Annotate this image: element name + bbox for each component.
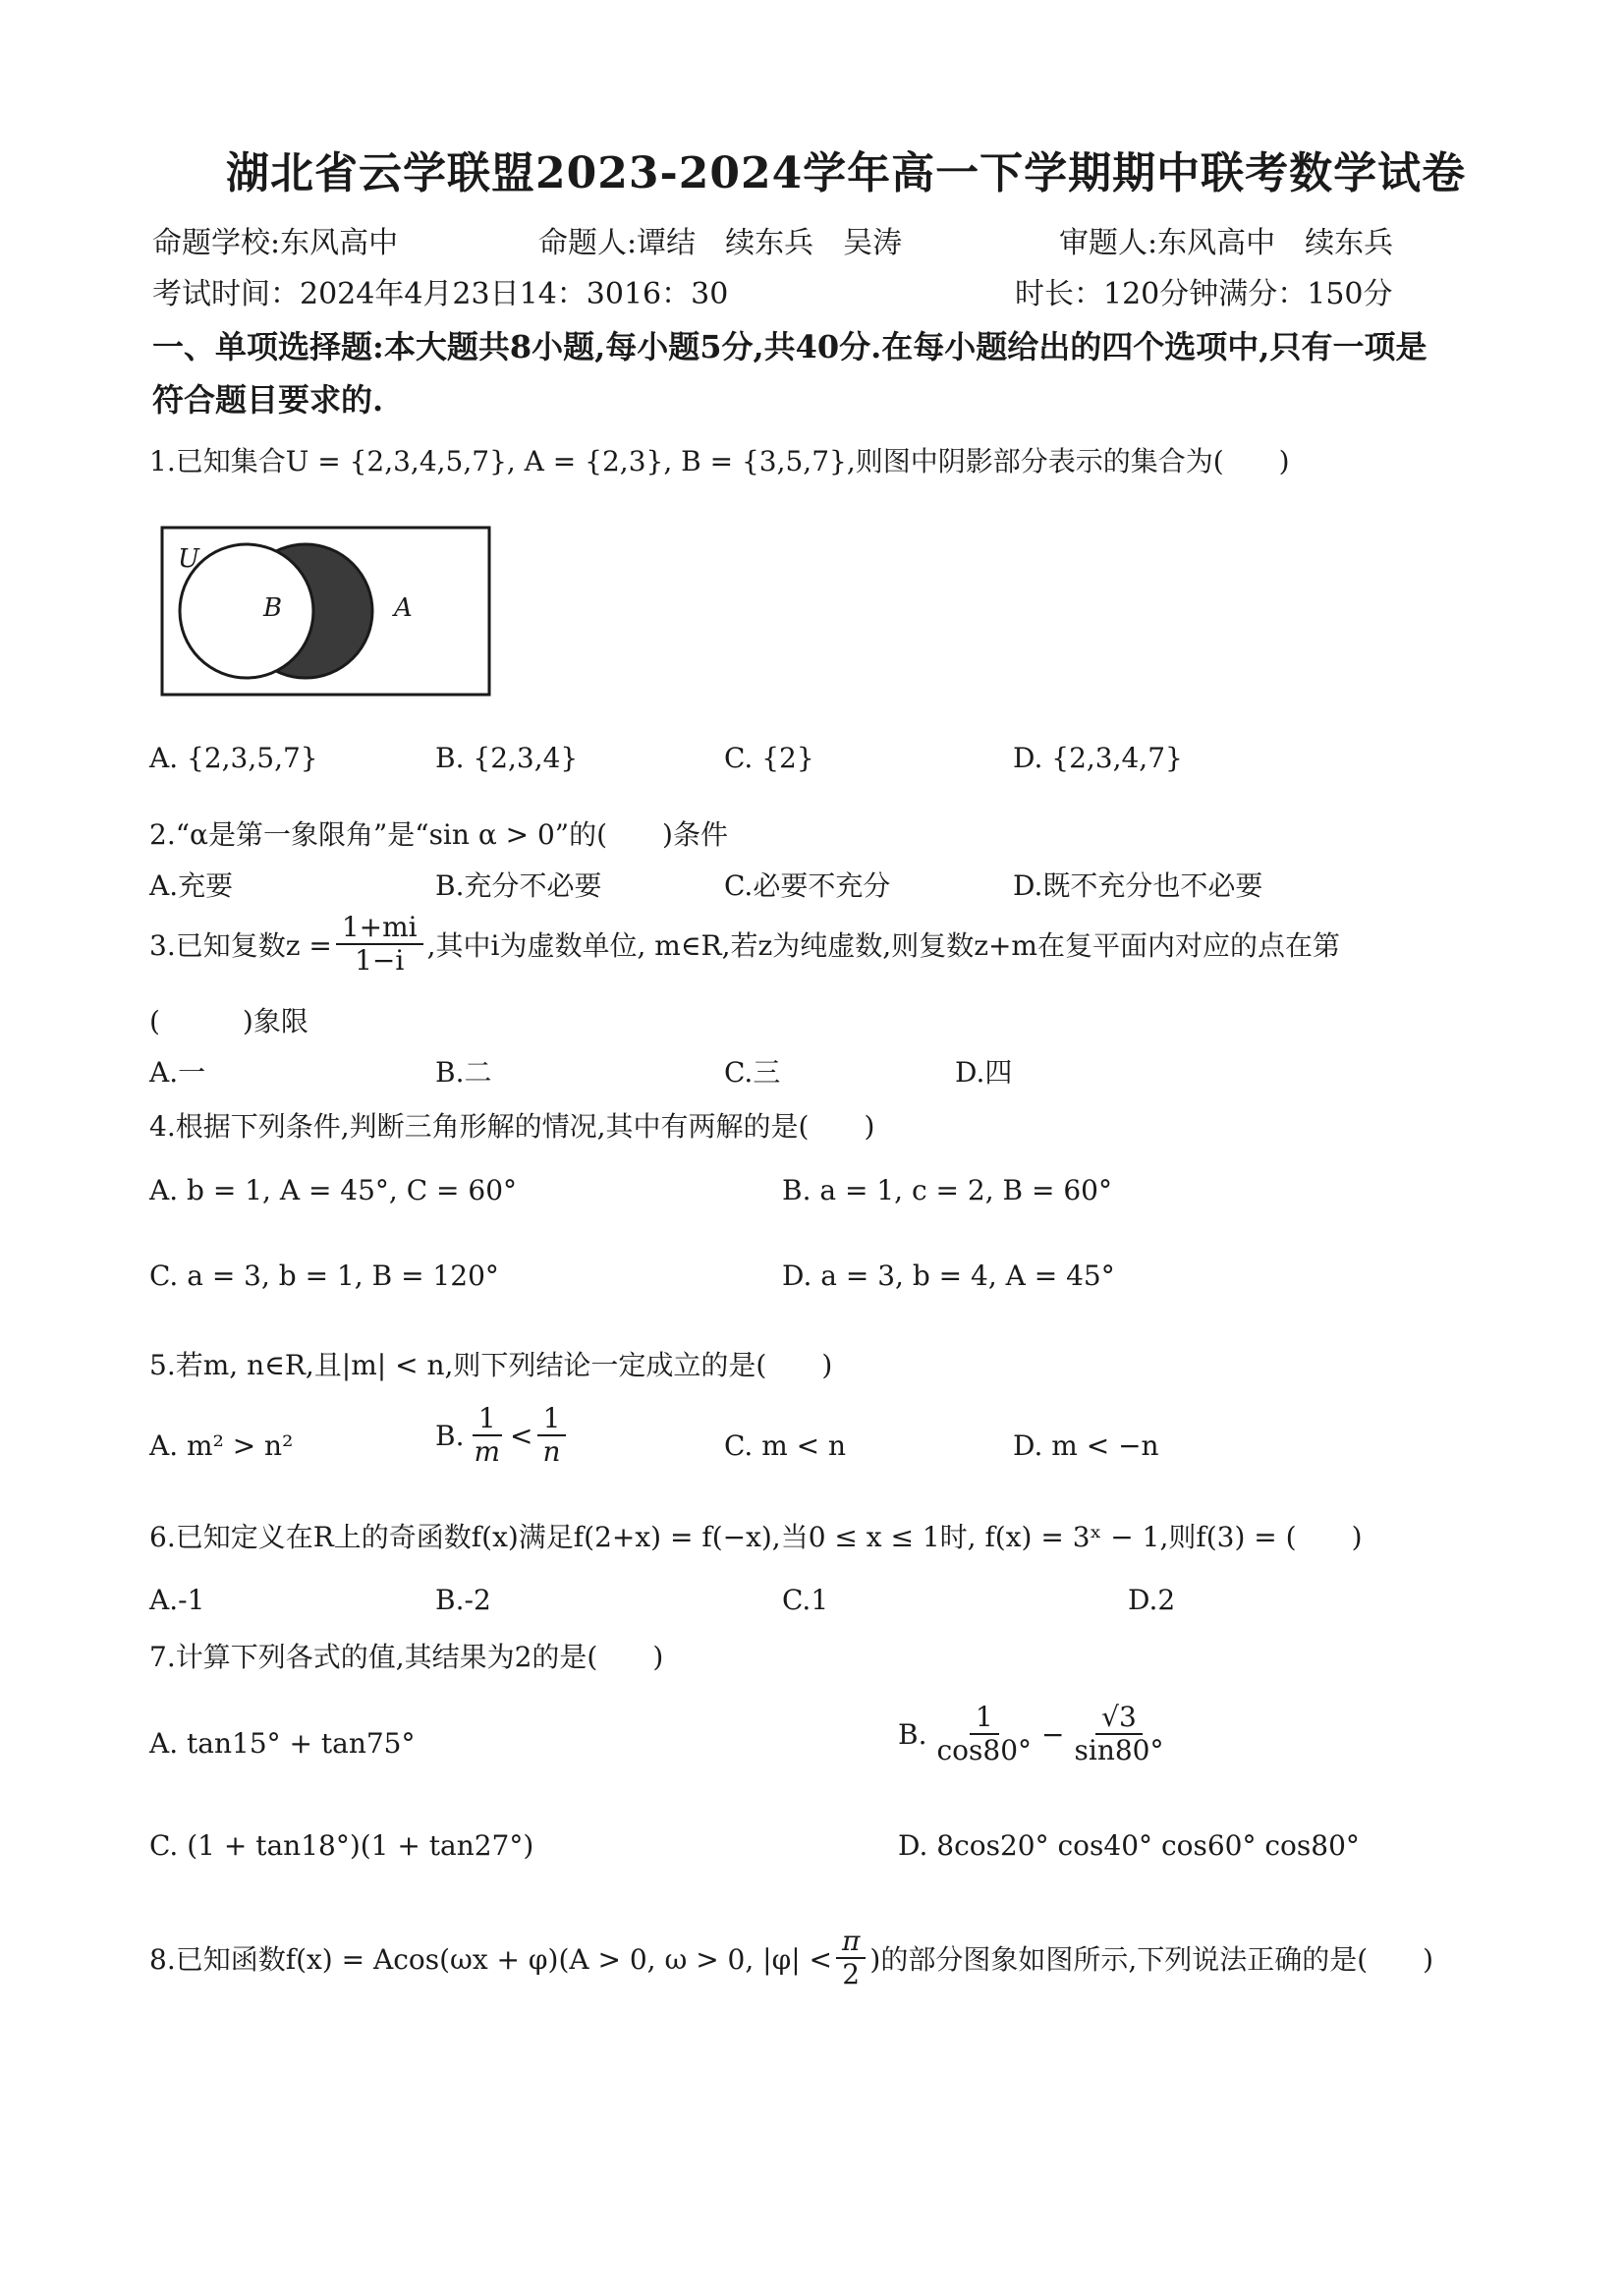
venn-label-u: U [178,544,199,574]
q8-suffix: )的部分图象如图所示,下列说法正确的是( ) [869,1943,1434,1977]
q7-option-b-operator: − [1041,1717,1065,1751]
q3-option-c: C.三 [724,1056,781,1089]
meta-school: 命题学校:东风高中 [152,226,399,260]
q6-option-d: D.2 [1128,1584,1176,1616]
q6-option-b: B.-2 [435,1584,491,1616]
q8-fraction [836,1926,866,1990]
q8-prefix: 8.已知函数f(x) = Acos(ωx + φ)(A > 0, ω > 0, |φ| < [149,1943,833,1977]
q5-option-b-prefix: B. [435,1419,465,1452]
q3-fraction-numerator: 1+mi [336,912,423,945]
q7-option-c: C. (1 + tan18°)(1 + tan27°) [149,1829,534,1862]
question-8 [149,1926,1433,1990]
q2-option-a: A.充要 [149,869,234,902]
q3-prefix: 3.已知复数z = [149,929,332,963]
q5-fraction-2 [537,1403,567,1468]
q2-option-b: B.充分不必要 [435,869,602,902]
q5-option-a: A. m² > n² [149,1429,294,1462]
meta-reviewer: 审题人:东风高中 续东兵 [1059,226,1394,260]
question-3-line2: ( )象限 [149,1005,308,1037]
page-title: 湖北省云学联盟2023-2024学年高一下学期期中联考数学试卷 [226,148,1467,198]
question-5: 5.若m, n∈R,且|m| < n,则下列结论一定成立的是( ) [149,1349,833,1381]
q5-option-b [435,1403,571,1468]
q5-fraction-1-denominator: m [474,1435,501,1469]
q3-fraction [336,912,423,977]
venn-label-a: A [394,593,413,623]
q2-option-c: C.必要不充分 [724,869,891,902]
section-heading-line2: 符合题目要求的. [152,381,384,419]
q7-option-a: A. tan15° + tan75° [149,1727,416,1760]
question-4: 4.根据下列条件,判断三角形解的情况,其中有两解的是( ) [149,1110,875,1143]
q7-fraction-2-numerator: √3 [1095,1702,1143,1735]
q7-fraction-2 [1069,1702,1170,1766]
q1-option-d: D. {2,3,4,7} [1013,742,1183,774]
question-1: 1.已知集合U = {2,3,4,5,7}, A = {2,3}, B = {3,5,7},则图中阴影部分表示的集合为( ) [149,445,1290,477]
q3-option-d: D.四 [955,1056,1013,1089]
q7-fraction-2-denominator: sin80° [1074,1734,1164,1767]
q1-option-b: B. {2,3,4} [435,742,579,774]
q6-option-c: C.1 [782,1584,829,1616]
question-7: 7.计算下列各式的值,其结果为2的是( ) [149,1641,664,1673]
q3-option-b: B.二 [435,1056,492,1089]
q7-option-b [898,1702,1174,1766]
q2-option-d: D.既不充分也不必要 [1013,869,1263,902]
q4-option-a: A. b = 1, A = 45°, C = 60° [149,1174,518,1206]
q8-fraction-denominator: 2 [842,1958,861,1991]
q7-fraction-1 [930,1702,1037,1766]
meta-time: 考试时间：2024年4月23日14：3016：30 [152,277,729,311]
q3-option-a: A.一 [149,1056,206,1089]
q8-fraction-numerator: π [836,1926,866,1959]
q5-option-c: C. m < n [724,1429,847,1462]
venn-label-b: B [263,593,283,623]
q4-option-c: C. a = 3, b = 1, B = 120° [149,1260,499,1292]
q1-option-c: C. {2} [724,742,814,774]
q3-fraction-denominator: 1−i [355,944,405,978]
question-3 [149,912,1340,977]
q5-fraction-2-numerator: 1 [537,1403,567,1436]
meta-setters: 命题人:谭结 续东兵 吴涛 [538,226,903,260]
q5-fraction-2-denominator: n [542,1435,561,1469]
question-2: 2.“α是第一象限角”是“sin α > 0”的( )条件 [149,818,728,851]
q5-fraction-1 [468,1403,506,1468]
q7-option-b-prefix: B. [898,1717,927,1751]
question-6: 6.已知定义在R上的奇函数f(x)满足f(2+x) = f(−x),当0 ≤ x ≤ 1时, f(x) = 3ˣ − 1,则f(3) = ( ) [149,1521,1363,1553]
q1-option-a: A. {2,3,5,7} [149,742,318,774]
q4-option-d: D. a = 3, b = 4, A = 45° [782,1260,1115,1292]
q3-suffix: ,其中i为虚数单位, m∈R,若z为纯虚数,则复数z+m在复平面内对应的点在第 [426,929,1340,963]
q5-option-d: D. m < −n [1013,1429,1159,1462]
q6-option-a: A.-1 [149,1584,205,1616]
q7-fraction-1-numerator: 1 [970,1702,999,1735]
q5-fraction-1-numerator: 1 [473,1403,502,1436]
section-heading-line1: 一、单项选择题:本大题共8小题,每小题5分,共40分.在每小题给出的四个选项中,只有一项是 [152,328,1427,365]
q5-option-b-operator: < [510,1419,533,1452]
meta-duration: 时长：120分钟满分：150分 [1015,277,1393,311]
q7-option-d: D. 8cos20° cos40° cos60° cos80° [898,1829,1360,1862]
q7-fraction-1-denominator: cos80° [936,1734,1033,1767]
q4-option-b: B. a = 1, c = 2, B = 60° [782,1174,1112,1206]
venn-diagram [160,526,494,699]
